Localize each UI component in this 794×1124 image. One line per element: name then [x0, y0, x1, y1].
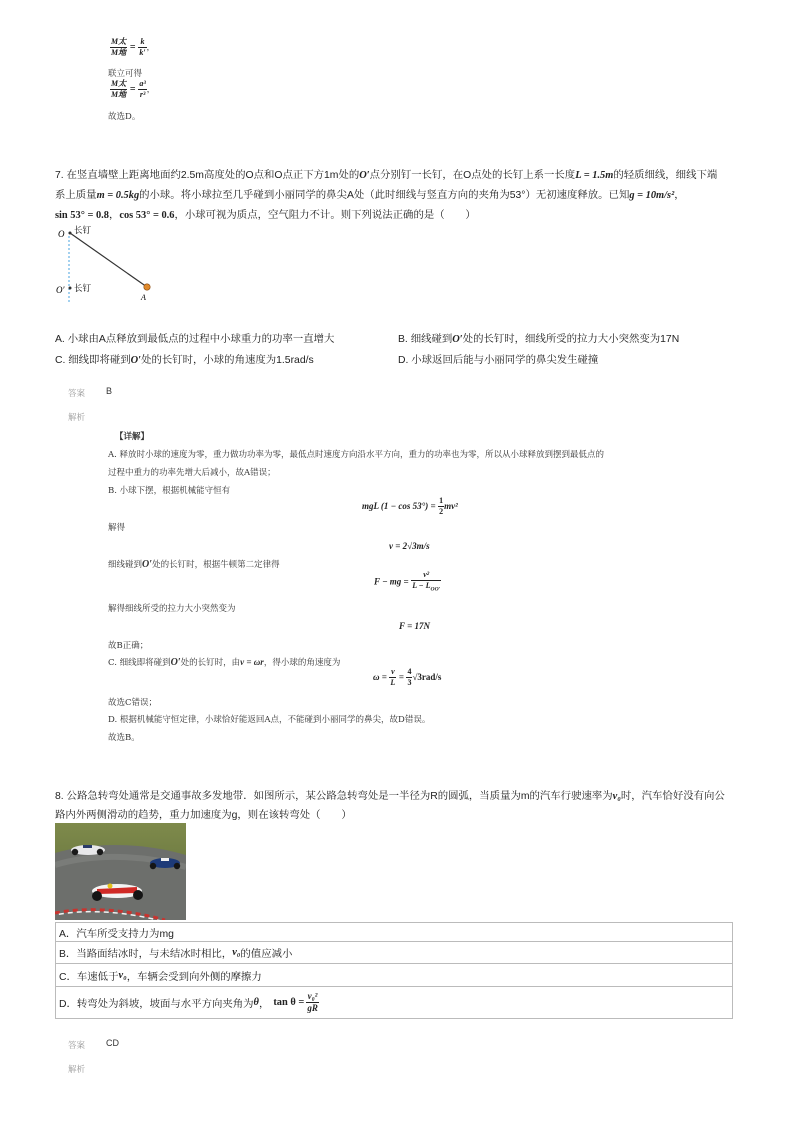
q7-optC-a: C. 细线即将碰到: [55, 355, 131, 366]
q8-stem-line1: [55, 787, 725, 802]
q8-racecar-photo: [55, 823, 186, 920]
q7-optB-c: 处的长钉时，细线所受的拉力大小突然变为17N: [462, 334, 680, 345]
q7-sol-line-a1: A. 释放时小球的速度为零，重力做功功率为零，最低点时速度方向沿水平方向，重力的功率也为零，所以从小球释放到摆到最低点的: [108, 450, 605, 460]
q8-optB-b: v₀: [232, 947, 241, 958]
q7-fig-O: O: [58, 229, 65, 239]
q7-eq5-eq: =: [398, 671, 404, 682]
q7-eq5-num1: v: [391, 667, 395, 676]
top-equation-2: $\frac{\text{M太}}{\text{M地}}$ = $\frac{\text{a³}}{\text{r³}}$ ,: [111, 79, 150, 99]
q7-eq5: [373, 668, 441, 687]
q7-line2-b: m = 0.5kg: [96, 190, 140, 201]
q7-optC-b: O′: [130, 355, 142, 366]
q8-optC-a: C．车速低于: [59, 971, 119, 983]
top-equation-1: $\frac{\text{M太}}{\text{M地}}$ = $\frac{k}{k'}$ ,: [111, 37, 150, 57]
top-frac2-rhs-den: r³: [139, 90, 146, 99]
q8-option-c[interactable]: [55, 964, 733, 987]
q7-eq3-den: L − L: [412, 581, 431, 590]
q7-sol-line-c: [108, 656, 340, 668]
q7-eq1-lhs: mgL (1 − cos 53°) =: [362, 500, 436, 511]
q8-optD-d: tan θ =: [273, 997, 305, 1008]
q7-line3-d: ，小球可视为质点，空气阻力不计。则下列说法正确的是（ ）: [174, 210, 476, 221]
q7-option-d[interactable]: D. 小球返回后能与小丽同学的鼻尖发生碰撞: [398, 355, 599, 366]
q7-sol-line-b3: 解得细线所受的拉力大小突然变为: [108, 604, 236, 614]
top-frac1-rhs-den: k′: [139, 48, 146, 57]
q7-line3-b: ，: [108, 210, 120, 221]
q7-line2-e: ，: [674, 190, 685, 201]
q7-pendulum-figure: [55, 222, 165, 304]
q7-s5-c: 处的长钉时，根据牛顿第二定律得: [152, 560, 280, 570]
q8-answer-label: 答案: [68, 1041, 86, 1051]
q7-fig-A: A: [141, 293, 146, 302]
q8-optD-b: θ: [253, 997, 259, 1008]
q7-answer-value: B: [106, 386, 113, 396]
q7-eq1-den: 2: [439, 507, 444, 516]
q7-sol-b-correct: 故B正确；: [108, 641, 149, 651]
top-guxuan: 故选D。: [108, 112, 141, 122]
q8-option-b[interactable]: [55, 942, 733, 964]
q7-fig-nail1: 长钉: [74, 226, 92, 236]
top-frac2-rhs-num: a³: [139, 79, 146, 88]
q7-eq5-rhs: √3rad/s: [412, 671, 442, 682]
q7-fig-nail2: 长钉: [74, 284, 92, 294]
q7-nail-o-dot: [69, 232, 72, 235]
q7-eq1: [362, 497, 458, 516]
q8-option-a[interactable]: A．汽车所受支持力为mg: [55, 922, 733, 942]
q7-s8-e: ，得小球的角速度为: [263, 658, 341, 668]
q7-sol-final: 故选B。: [108, 733, 140, 743]
q7-sol-line-b2: [108, 558, 280, 570]
q7-eq5-den2: 3: [407, 678, 412, 687]
q8-stem-line2: 路内外两侧滑动的趋势，重力加速度为g，则在该转弯处（ ）: [55, 810, 352, 821]
q7-eq5-lhs: ω =: [373, 671, 387, 682]
q7-s5-b: O′: [142, 559, 153, 570]
q7-string: [70, 233, 147, 287]
q7-s8-b: O′: [170, 657, 181, 668]
q7-eq3-den-sub: OO′: [430, 586, 441, 593]
top-frac2-num: M太: [111, 79, 127, 88]
q7-sol-line-a2: 过程中重力的功率先增大后减小，故A错误；: [108, 468, 276, 478]
q7-figure-svg: [55, 222, 165, 304]
q7-eq5-num2: 4: [407, 667, 412, 676]
q7-optC-c: 处的长钉时，小球的角速度为1.5rad/s: [141, 355, 314, 366]
q7-line2-d: g = 10m/s²: [629, 190, 675, 201]
q8-line1-b: v₀: [612, 791, 621, 802]
q7-s5-a: 细线碰到: [108, 560, 143, 570]
q7-line3-a: sin 53° = 0.8: [55, 210, 109, 221]
q7-stem-line2: [55, 186, 685, 201]
q8-option-d[interactable]: [55, 987, 733, 1019]
q8-optB-a: B．当路面结冰时，与未结冰时相比，: [59, 949, 233, 960]
q8-optD-num: v₀²: [307, 991, 318, 1001]
q7-fig-O2: O′: [56, 285, 65, 295]
q7-option-a[interactable]: A. 小球由A点释放到最低点的过程中小球重力的功率一直增大: [55, 334, 335, 345]
q8-line1-c: 时，汽车恰好没有向公: [620, 791, 725, 802]
q7-s8-d: v = ωr: [240, 657, 264, 667]
q7-s8-a: C. 细线即将碰到: [108, 658, 171, 668]
q7-stem-line3: [55, 206, 476, 221]
q8-optD-a: D．转弯处为斜坡，坡面与水平方向夹角为: [59, 999, 254, 1010]
q7-line1-c: 点分别钉一长钉，在O点处的长钉上系一长度: [369, 170, 576, 181]
top-frac1-num: M太: [111, 37, 127, 46]
q7-analysis-label: 解析: [68, 413, 86, 423]
q7-detail-heading: 【详解】: [115, 432, 150, 442]
q7-eq4: F = 17N: [399, 621, 430, 631]
q7-line1-e: 的轻质细线，细线下端: [613, 170, 718, 181]
q7-eq5-den1: L: [390, 678, 396, 687]
q8-analysis-label: 解析: [68, 1065, 86, 1075]
q7-option-b[interactable]: [398, 330, 679, 345]
top-frac1-rhs-num: k: [138, 38, 146, 48]
q8-optD-den: gR: [307, 1003, 318, 1013]
q8-optC-b: v₀: [118, 969, 127, 981]
q7-option-c[interactable]: [55, 351, 314, 366]
q7-sol-c-wrong: 故选C错误；: [108, 698, 158, 708]
q7-line2-a: 系上质量: [55, 190, 97, 201]
car-right: [150, 858, 180, 869]
q7-eq1-num: 1: [439, 496, 444, 505]
q8-optC-c: ，车辆会受到向外侧的摩擦力: [126, 971, 262, 983]
q8-optD-c: ，: [258, 999, 270, 1010]
q7-optB-b: O′: [452, 334, 463, 345]
car-top: [71, 845, 105, 855]
q7-line1-b: O′: [359, 170, 370, 181]
q7-answer-label: 答案: [68, 389, 86, 399]
q7-nail-o2-dot: [69, 287, 72, 290]
q8-optB-c: 的值应减小: [240, 949, 293, 960]
q7-optB-a: B. 细线碰到: [398, 334, 453, 345]
q7-eq2: v = 2√3m/s: [389, 541, 430, 551]
q8-answer-value: CD: [106, 1038, 119, 1048]
q8-line1-a: 8. 公路急转弯处通常是交通事故多发地带．如图所示，某公路急转弯处是一半径为R的圆弧，当质量为m的汽车行驶速率为: [55, 791, 613, 802]
q7-eq3-num: v²: [411, 571, 441, 581]
q7-line2-c: 的小球。将小球拉至几乎碰到小丽同学的鼻尖A处（此时细线与竖直方向的夹角为53°）无初速度释放。已知: [139, 190, 630, 201]
q7-line3-c: cos 53° = 0.6: [119, 210, 175, 221]
q7-sol-line-b: B. 小球下摆，根据机械能守恒有: [108, 486, 231, 496]
top-lianli: 联立可得: [108, 69, 143, 79]
q7-ball: [144, 284, 150, 290]
q7-sol-jiede-1: 解得: [108, 523, 126, 533]
top-frac2-den: M地: [111, 90, 127, 99]
q7-s8-c: 处的长钉时，由: [180, 658, 241, 668]
q7-eq3-lhs: F − mg =: [374, 576, 409, 587]
q7-eq3: [374, 571, 441, 593]
top-frac1-den: M地: [111, 48, 127, 57]
q7-line1-d: L = 1.5m: [575, 170, 614, 181]
q7-sol-line-d: D. 根据机械能守恒定律，小球恰好能返回A点，不能碰到小丽同学的鼻尖，故D错误。: [108, 715, 431, 725]
q7-line1-a: 7. 在竖直墙壁上距离地面约2.5m高度处的O点和O点正下方1m处的: [55, 170, 360, 181]
q8-photo-svg: [55, 823, 186, 920]
q7-eq1-rhs: mv²: [444, 500, 458, 511]
q7-stem-line1: [55, 166, 717, 181]
